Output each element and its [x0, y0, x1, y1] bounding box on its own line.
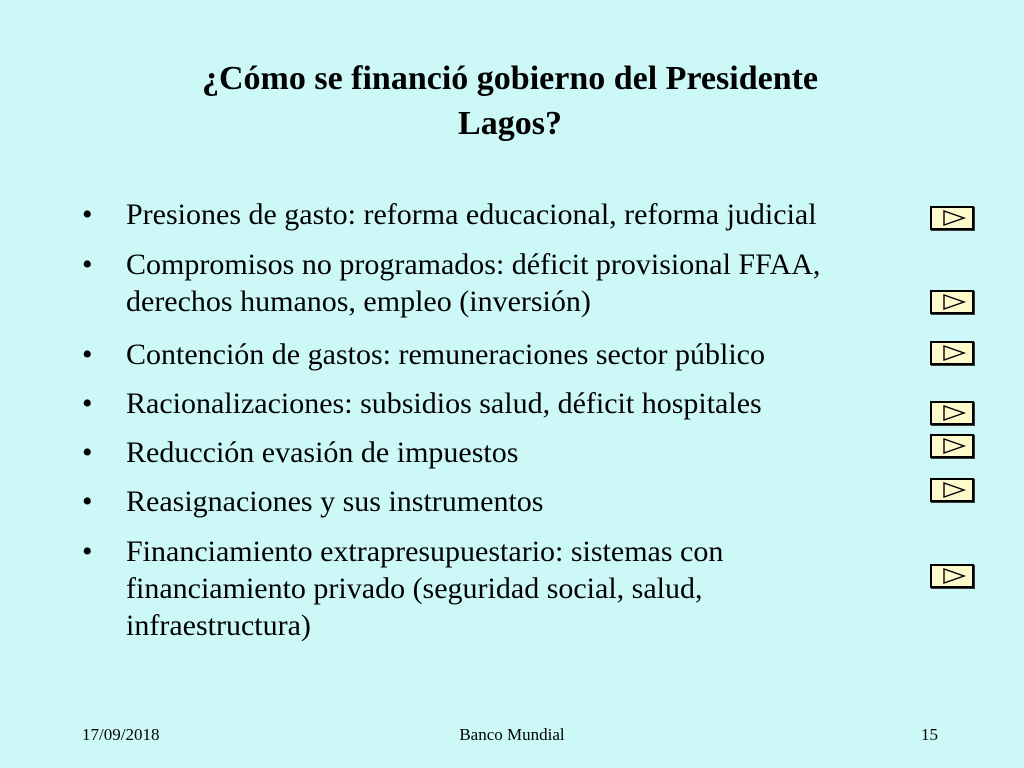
- bullet-dot: •: [82, 535, 93, 568]
- action-button-5[interactable]: [930, 434, 974, 458]
- bullet-item: [82, 246, 927, 320]
- play-triangle-icon: [932, 208, 972, 228]
- bullet-dot: •: [82, 485, 93, 518]
- bullet-text: Presiones de gasto: reforma educacional, reforma judicial: [126, 198, 817, 231]
- action-button-7[interactable]: [930, 564, 974, 588]
- action-button-2[interactable]: [930, 290, 974, 314]
- bullet-item: [82, 196, 927, 233]
- footer-page-number: 15: [921, 725, 938, 744]
- action-button-1[interactable]: [930, 206, 974, 230]
- bullet-item: [82, 434, 927, 471]
- action-button-6[interactable]: [930, 478, 974, 502]
- bullet-dot: •: [82, 198, 93, 231]
- bullet-text: Racionalizaciones: subsidios salud, déficit hospitales: [126, 387, 762, 420]
- play-triangle-icon: [932, 480, 972, 500]
- bullet-text: Reasignaciones y sus instrumentos: [126, 485, 544, 518]
- action-button-3[interactable]: [930, 341, 974, 365]
- bullet-dot: •: [82, 338, 93, 371]
- bullet-dot: •: [82, 436, 93, 469]
- footer-organization: Banco Mundial: [459, 725, 565, 744]
- play-triangle-icon: [932, 436, 972, 456]
- play-triangle-icon: [932, 343, 972, 363]
- bullet-dot: •: [82, 387, 93, 420]
- bullet-text: Financiamiento extrapresupuestario: sistemas con financiamiento privado (seguridad social, salud, infraestructura): [126, 535, 724, 642]
- bullet-dot: •: [82, 248, 93, 281]
- slide-title-line-2: Lagos?: [458, 105, 562, 142]
- play-triangle-icon: [932, 566, 972, 586]
- action-button-4[interactable]: [930, 401, 974, 425]
- play-triangle-icon: [932, 403, 972, 423]
- bullet-item: [82, 336, 927, 373]
- bullet-text: Reducción evasión de impuestos: [126, 436, 519, 469]
- play-triangle-icon: [932, 292, 972, 312]
- footer-date: 17/09/2018: [82, 725, 160, 744]
- bullet-item: [82, 483, 927, 520]
- bullet-text: Compromisos no programados: déficit provisional FFAA, derechos humanos, empleo (inversión): [126, 248, 821, 318]
- bullet-item: [82, 385, 927, 422]
- bullet-item: [82, 533, 842, 644]
- bullet-text: Contención de gastos: remuneraciones sector público: [126, 338, 765, 371]
- slide-title-line-1: ¿Cómo se financió gobierno del Presidente: [201, 60, 819, 97]
